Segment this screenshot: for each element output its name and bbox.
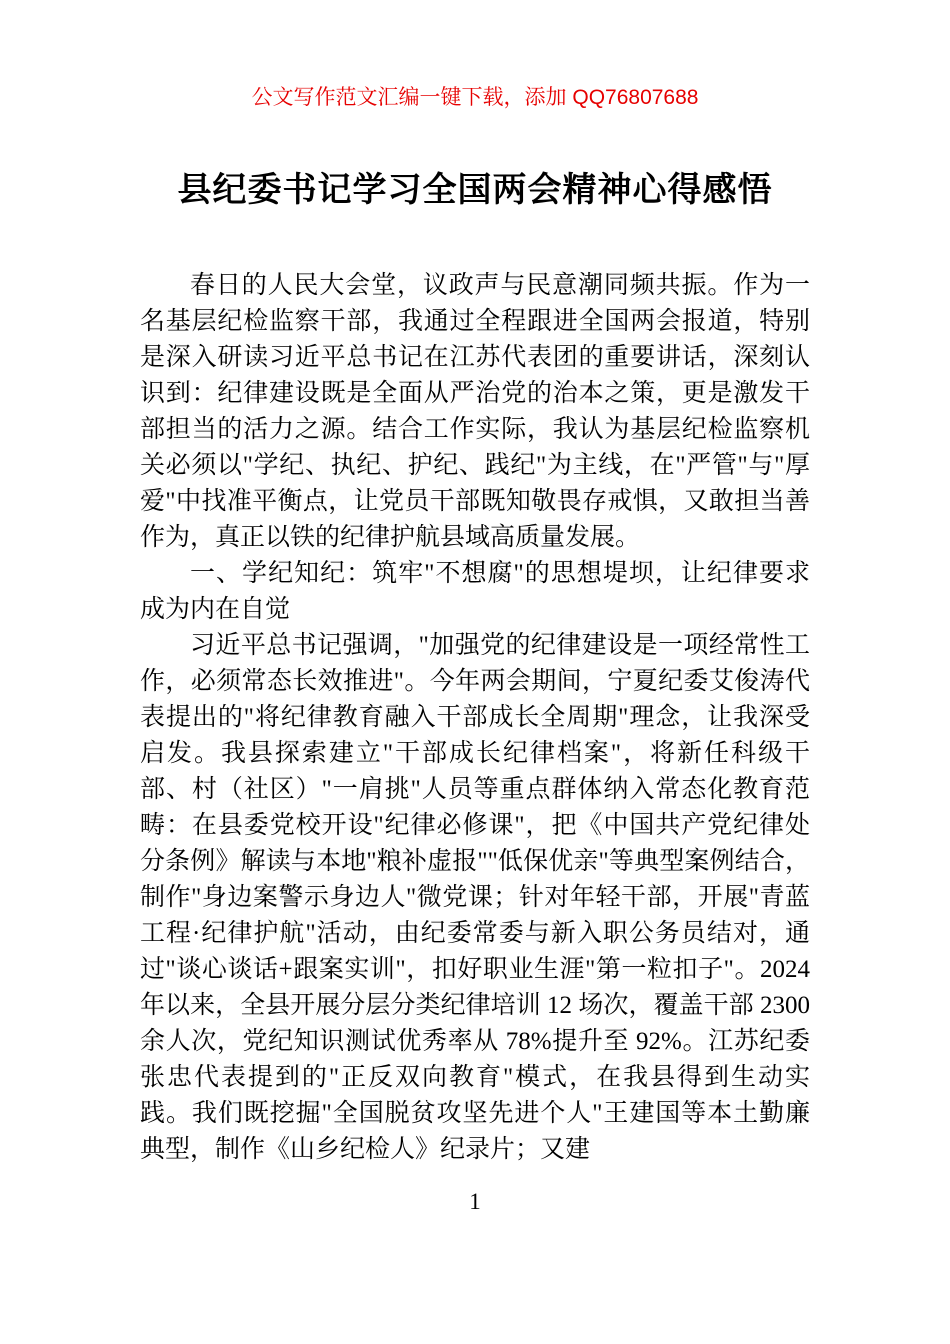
document-title: 县纪委书记学习全国两会精神心得感悟 (177, 171, 773, 209)
document-body (140, 268, 810, 1168)
paragraph: 一、学纪知纪：筑牢"不想腐"的思想堤坝，让纪律要求成为内在自觉 (140, 560, 810, 623)
paragraph: 习近平总书记强调，"加强党的纪律建设是一项经常性工作，必须常态长效推进"。今年两会期间，宁夏纪委艾俊涛代表提出的"将纪律教育融入干部成长全周期"理念，让我深受启发。我县探索建立"干部成长纪律档案"，将新任科级干部、村（社区）"一肩挑"人员等重点群体纳入常态化教育范畴：在县委党校开设"纪律必修课"，把《中国共产党纪律处分条例》解读与本地"粮补虚报""低保优亲"等典型案例结合，制作"身边案警示身边人"微党课；针对年轻干部，开展"青蓝工程·纪律护航"活动，由纪委常委与新入职公务员结对，通过"谈心谈话+跟案实训"，扣好职业生涯"第一粒扣子"。2024 年以来，全县开展分层分类纪律培训 12 场次，覆盖干部 2300 余人次，党纪知识测试优秀率从 78%提升至 92%。江苏纪委张忠代表提到的"正反双向教育"模式，在我县得到生动实践。我们既挖掘"全国脱贫攻坚先进个人"王建国等本土勤廉典型，制作《山乡纪检人》纪录片；又建 (140, 632, 810, 1163)
page-number: 1 (469, 1189, 481, 1214)
header-notice: 公文写作范文汇编一键下载，添加 QQ76807688 (251, 86, 699, 109)
paragraph: 春日的人民大会堂，议政声与民意潮同频共振。作为一名基层纪检监察干部，我通过全程跟进全国两会报道，特别是深入研读习近平总书记在江苏代表团的重要讲话，深刻认识到：纪律建设既是全面从严治党的治本之策，更是激发干部担当的活力之源。结合工作实际，我认为基层纪检监察机关必须以"学纪、执纪、护纪、践纪"为主线，在"严管"与"厚爱"中找准平衡点，让党员干部既知敬畏存戒惧，又敢担当善作为，真正以铁的纪律护航县域高质量发展。 (140, 272, 810, 551)
